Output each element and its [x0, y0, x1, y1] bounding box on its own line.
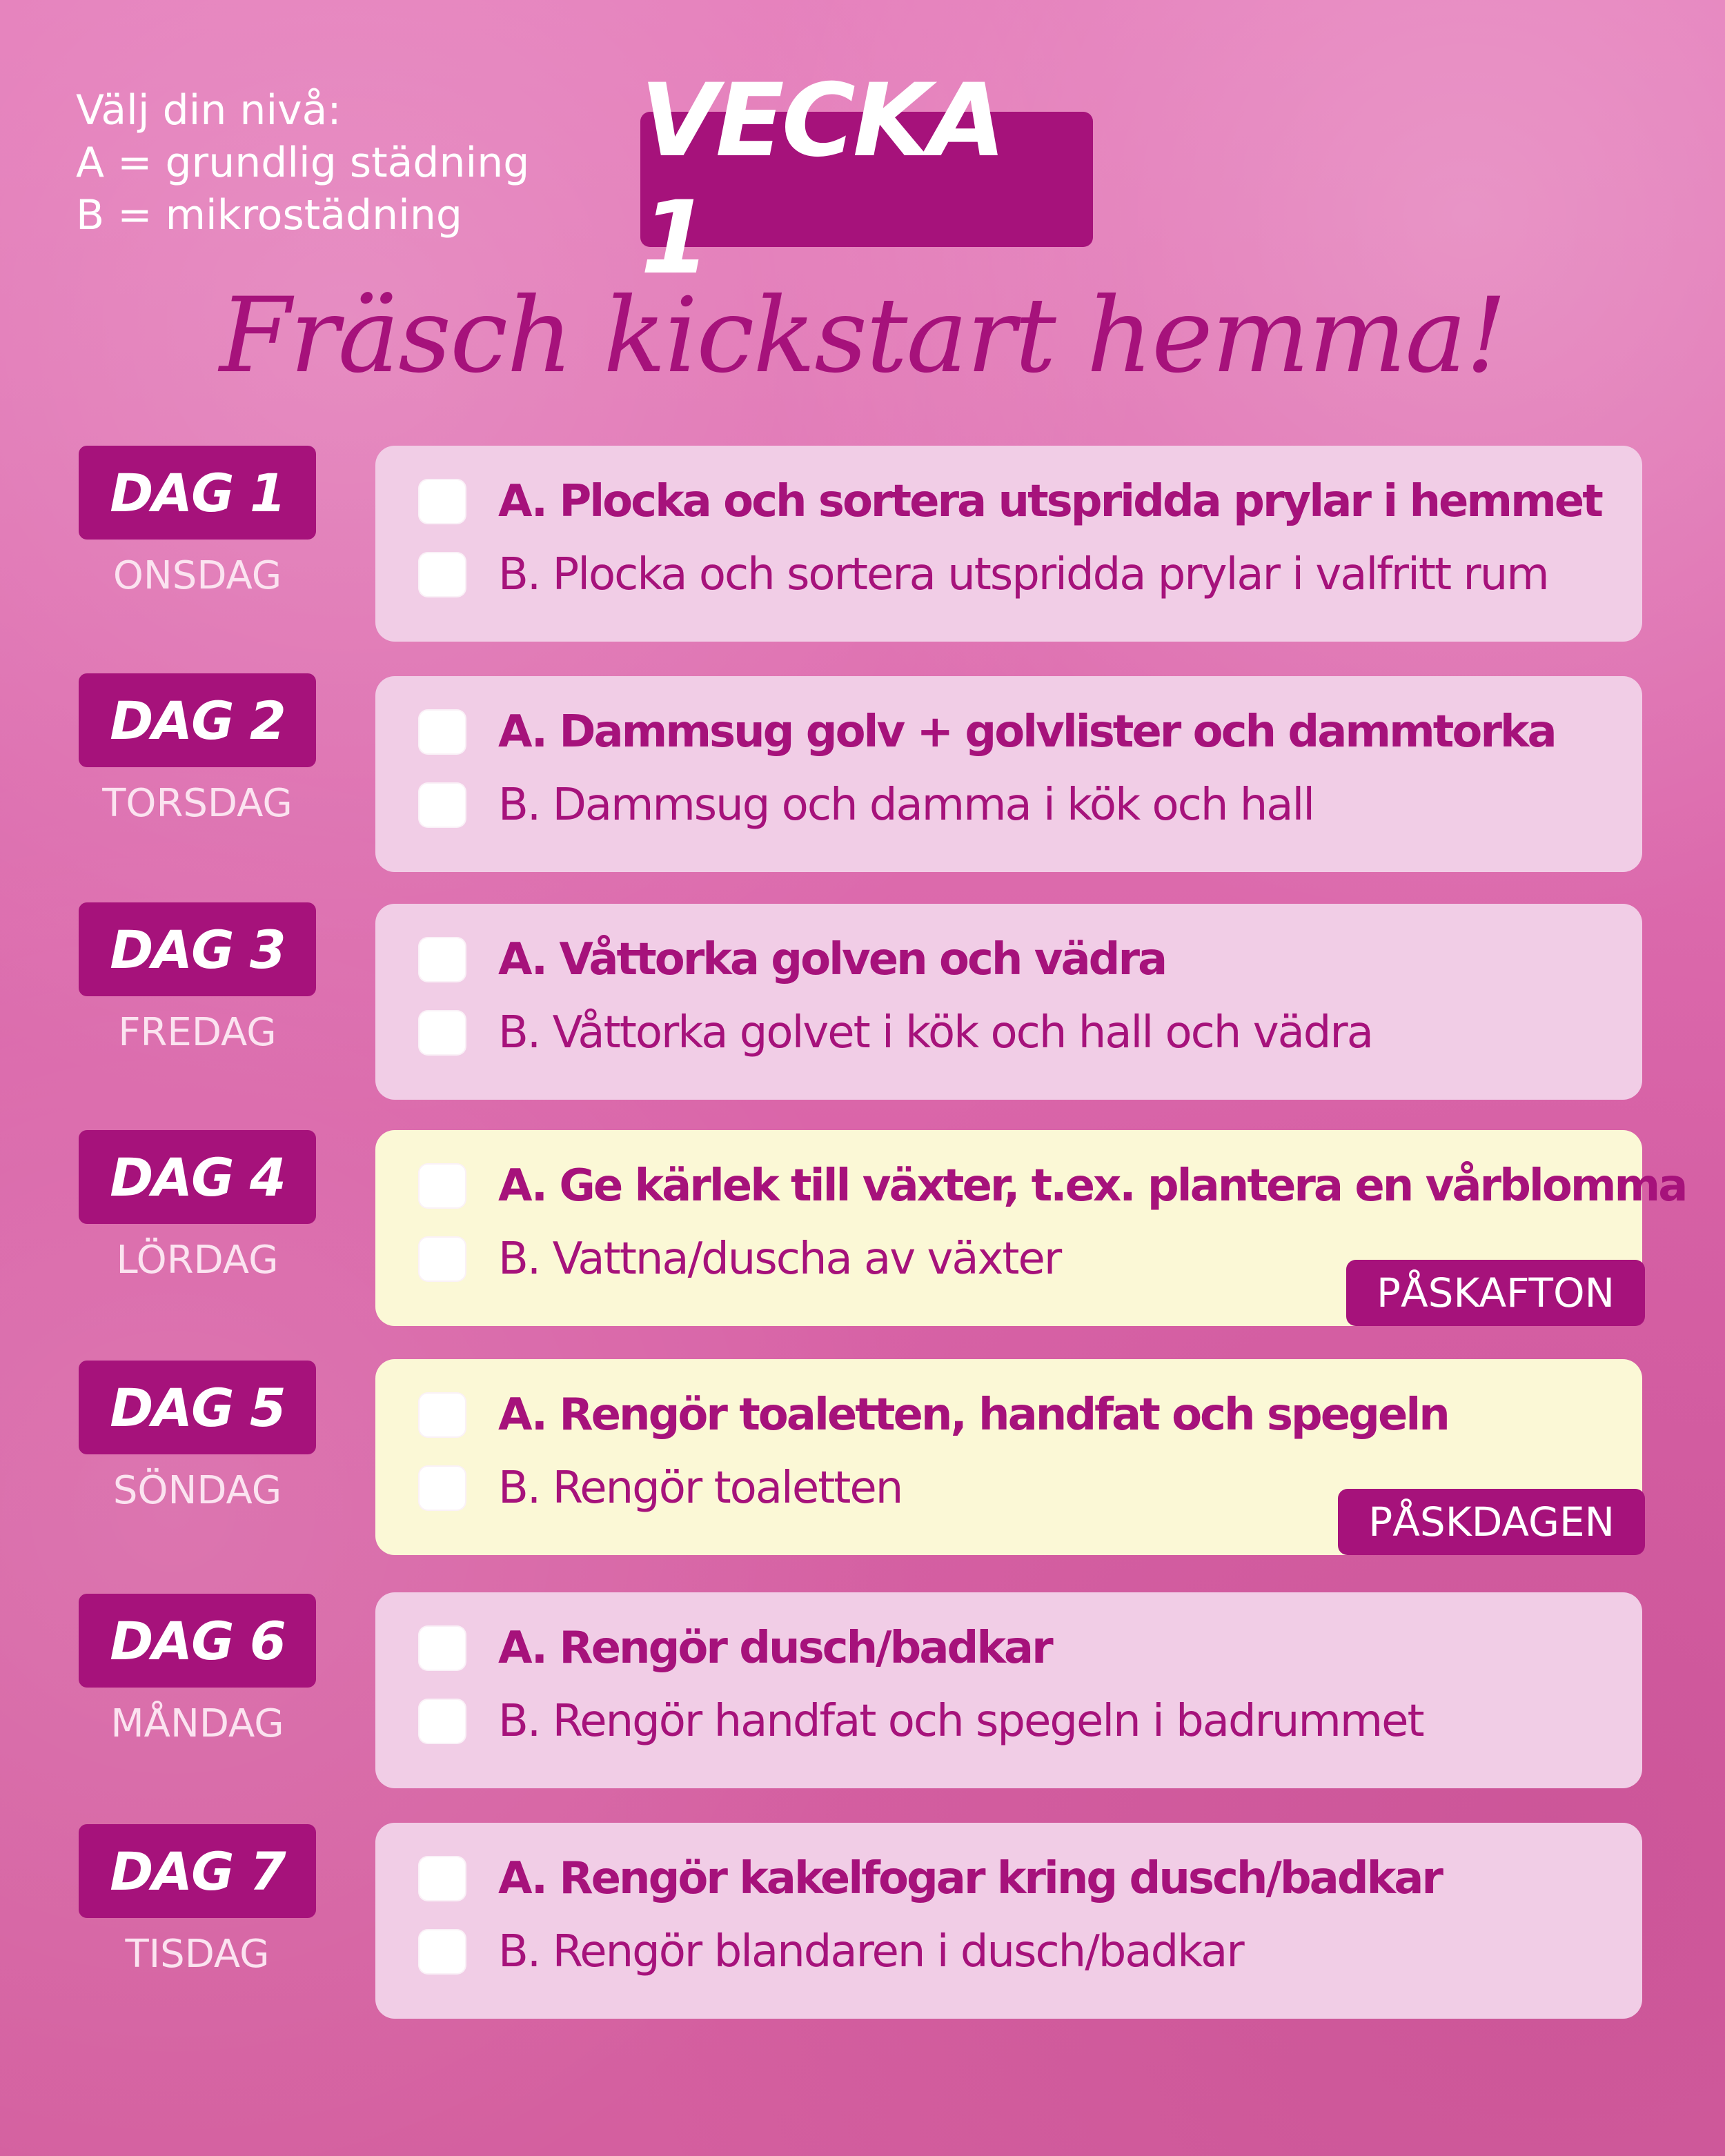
day-1-task-b[interactable] — [418, 549, 1548, 600]
day-2-task-b[interactable] — [418, 780, 1314, 831]
day-5-holiday-badge: PÅSKDAGEN — [1338, 1489, 1645, 1555]
day-3-weekday: FREDAG — [118, 1010, 277, 1055]
day-3-task-b-checkbox[interactable] — [418, 1010, 466, 1056]
level-legend — [76, 84, 529, 241]
day-2-task-a[interactable] — [418, 706, 1555, 758]
day-1-task-a-label: A. Plocka och sortera utspridda prylar i hemmet — [498, 476, 1601, 527]
day-6-task-b-checkbox[interactable] — [418, 1699, 466, 1744]
legend-option-a: A = grundlig städning — [76, 139, 530, 187]
day-1-task-a-checkbox[interactable] — [418, 479, 466, 524]
day-4-task-a-checkbox[interactable] — [418, 1163, 466, 1209]
day-3-badge: DAG 3 — [79, 902, 316, 996]
day-6-task-a-label: A. Rengör dusch/badkar — [498, 1623, 1052, 1674]
day-1-task-b-label: B. Plocka och sortera utspridda prylar i valfritt rum — [498, 549, 1548, 600]
day-3-task-a-label: A. Våttorka golven och vädra — [498, 934, 1166, 985]
day-6-weekday: MÅNDAG — [110, 1701, 284, 1746]
day-5-task-a[interactable] — [418, 1389, 1448, 1441]
day-7-task-b-checkbox[interactable] — [418, 1929, 466, 1975]
day-6-badge: DAG 6 — [79, 1594, 316, 1688]
day-2-card — [375, 676, 1642, 872]
day-5-card — [375, 1359, 1642, 1555]
day-3-task-b[interactable] — [418, 1007, 1372, 1058]
day-7-task-a-label: A. Rengör kakelfogar kring dusch/badkar — [498, 1853, 1441, 1904]
legend-option-b: B = mikrostädning — [76, 191, 462, 239]
day-5-task-b[interactable] — [418, 1463, 902, 1514]
week-title: VECKA 1 — [640, 112, 1093, 247]
day-1-card — [375, 446, 1642, 642]
day-6-task-b-label: B. Rengör handfat och spegeln i badrummet — [498, 1696, 1423, 1747]
day-4-task-a[interactable] — [418, 1160, 1686, 1211]
day-5-task-b-checkbox[interactable] — [418, 1465, 466, 1511]
day-2-weekday: TORSDAG — [102, 781, 293, 826]
day-4-task-b-checkbox[interactable] — [418, 1236, 466, 1282]
day-6-task-b[interactable] — [418, 1696, 1423, 1747]
day-5-task-a-label: A. Rengör toaletten, handfat och spegeln — [498, 1389, 1448, 1441]
day-4-holiday-badge: PÅSKAFTON — [1346, 1260, 1645, 1326]
day-1-task-b-checkbox[interactable] — [418, 552, 466, 597]
day-4-task-b[interactable] — [418, 1234, 1061, 1285]
day-5-weekday: SÖNDAG — [112, 1468, 282, 1513]
day-6-card — [375, 1592, 1642, 1788]
day-1-weekday: ONSDAG — [112, 553, 282, 598]
day-7-task-a[interactable] — [418, 1853, 1441, 1904]
day-3-task-b-label: B. Våttorka golvet i kök och hall och vädra — [498, 1007, 1372, 1058]
day-1-task-a[interactable] — [418, 476, 1601, 527]
day-6-task-a[interactable] — [418, 1623, 1052, 1674]
day-7-weekday: TISDAG — [125, 1932, 270, 1977]
day-1-badge: DAG 1 — [79, 446, 316, 540]
day-5-task-b-label: B. Rengör toaletten — [498, 1463, 903, 1514]
day-6-task-a-checkbox[interactable] — [418, 1625, 466, 1671]
day-5-task-a-checkbox[interactable] — [418, 1392, 466, 1438]
day-2-task-a-label: A. Dammsug golv + golvlister och dammtorka — [498, 706, 1555, 758]
day-4-task-a-label: A. Ge kärlek till växter, t.ex. plantera en vårblomma — [498, 1160, 1686, 1211]
day-3-task-a-checkbox[interactable] — [418, 937, 466, 982]
day-7-task-b-label: B. Rengör blandaren i dusch/badkar — [498, 1926, 1243, 1977]
page-subtitle: Fräsch kickstart hemma! — [219, 276, 1506, 396]
day-3-task-a[interactable] — [418, 934, 1165, 985]
day-7-badge: DAG 7 — [79, 1824, 316, 1918]
day-2-task-b-checkbox[interactable] — [418, 782, 466, 828]
legend-heading: Välj din nivå: — [76, 86, 342, 135]
day-3-card — [375, 904, 1642, 1100]
day-7-card — [375, 1823, 1642, 2019]
day-7-task-b[interactable] — [418, 1926, 1243, 1977]
day-4-badge: DAG 4 — [79, 1130, 316, 1224]
day-2-task-a-checkbox[interactable] — [418, 709, 466, 755]
day-4-task-b-label: B. Vattna/duscha av växter — [498, 1234, 1061, 1285]
day-2-badge: DAG 2 — [79, 673, 316, 767]
day-4-weekday: LÖRDAG — [116, 1238, 279, 1283]
day-7-task-a-checkbox[interactable] — [418, 1856, 466, 1901]
day-2-task-b-label: B. Dammsug och damma i kök och hall — [498, 780, 1314, 831]
day-4-card — [375, 1130, 1686, 1326]
day-5-badge: DAG 5 — [79, 1361, 316, 1454]
